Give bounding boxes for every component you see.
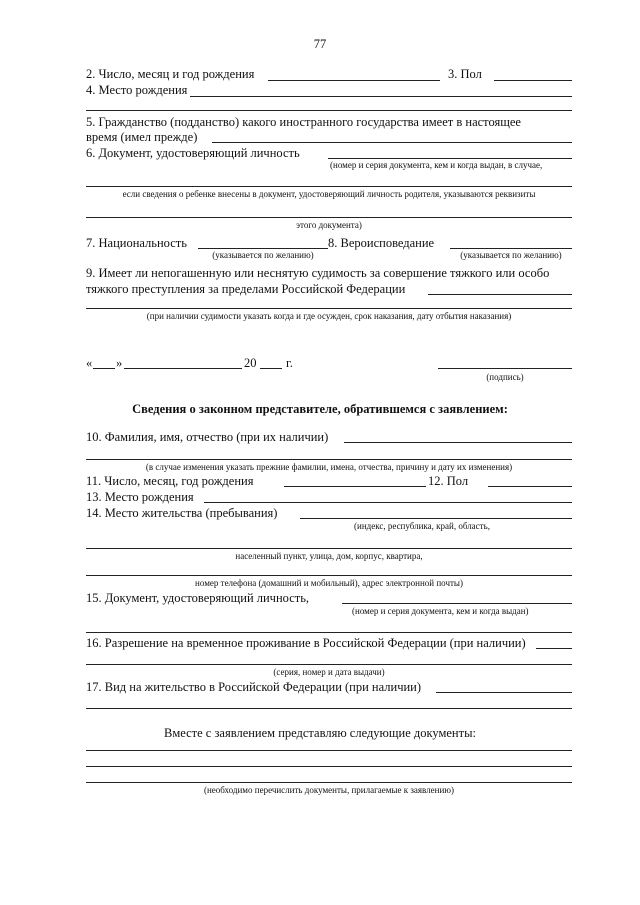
signature-hint: (подпись) [486, 372, 524, 382]
temp-permit-field[interactable] [536, 648, 572, 649]
rep-residence-field-3[interactable] [86, 575, 572, 576]
birthplace-field[interactable] [190, 96, 572, 97]
id-document-hint-line3: этого документа) [296, 220, 362, 230]
attachments-hint: (необходимо перечислить документы, прилагаемые к заявлению) [203, 785, 455, 795]
rep-name-field[interactable] [344, 442, 572, 443]
religion-label: 8. Вероисповедание [328, 236, 435, 250]
rep-residence-hint-line3: номер телефона (домашний и мобильный), адрес электронной почты) [195, 578, 463, 588]
attachments-field-2[interactable] [86, 766, 572, 767]
birth-date-field[interactable] [268, 80, 440, 81]
temp-permit-field-2[interactable] [86, 664, 572, 665]
id-document-field-2[interactable] [86, 186, 572, 187]
rep-id-document-field-2[interactable] [86, 632, 572, 633]
religion-field[interactable] [450, 248, 572, 249]
conviction-label-line1: 9. Имеет ли непогашенную или неснятую судимость за совершение тяжкого или особо [86, 266, 550, 280]
rep-id-document-field[interactable] [342, 603, 572, 604]
id-document-field-3[interactable] [86, 217, 572, 218]
birthplace-label: 4. Место рождения [86, 83, 188, 97]
sex-field[interactable] [494, 80, 572, 81]
rep-residence-hint-line1: (индекс, республика, край, область, [354, 521, 490, 531]
attachments-title: Вместе с заявлением представляю следующие документы: [164, 726, 476, 740]
conviction-hint: (при наличии судимости указать когда и где осужден, срок наказания, дату отбытия наказания) [146, 311, 512, 321]
temp-permit-hint: (серия, номер и дата выдачи) [273, 667, 385, 677]
conviction-field-2[interactable] [86, 308, 572, 309]
rep-name-field-2[interactable] [86, 459, 572, 460]
birth-date-label: 2. Число, месяц и год рождения [86, 67, 255, 81]
conviction-field[interactable] [428, 294, 572, 295]
rep-birthplace-label: 13. Место рождения [86, 490, 194, 504]
rep-residence-label: 14. Место жительства (пребывания) [86, 506, 278, 520]
sex-label: 3. Пол [448, 67, 482, 81]
date-day-field[interactable] [93, 368, 115, 369]
rep-birth-date-field[interactable] [284, 486, 426, 487]
date-year-suffix: г. [286, 356, 293, 370]
residence-permit-label: 17. Вид на жительство в Российской Федерации (при наличии) [86, 680, 422, 694]
residence-permit-field-2[interactable] [86, 708, 572, 709]
id-document-field[interactable] [328, 158, 572, 159]
religion-hint: (указывается по желанию) [460, 250, 562, 260]
rep-sex-label: 12. Пол [428, 474, 469, 488]
id-document-hint-line2: если сведения о ребенке внесены в документ, удостоверяющий личность родителя, указываются реквизиты [122, 189, 536, 199]
id-document-label: 6. Документ, удостоверяющий личность [86, 146, 300, 160]
attachments-field-1[interactable] [86, 750, 572, 751]
rep-sex-field[interactable] [488, 486, 572, 487]
birthplace-field-continued[interactable] [86, 110, 572, 111]
residence-permit-field[interactable] [436, 692, 572, 693]
id-document-hint-line1: (номер и серия документа, кем и когда выдан, в случае, [330, 160, 543, 170]
rep-residence-field-2[interactable] [86, 548, 572, 549]
date-year-field[interactable] [260, 368, 282, 369]
representative-section-title: Сведения о законном представителе, обратившемся с заявлением: [132, 402, 508, 416]
rep-name-hint: (в случае изменения указать прежние фамилии, имена, отчества, причину и дату их изменения) [145, 462, 513, 472]
citizenship-field[interactable] [212, 142, 572, 143]
signature-field[interactable] [438, 368, 572, 369]
rep-residence-hint-line2: населенный пункт, улица, дом, корпус, квартира, [235, 551, 423, 561]
nationality-field[interactable] [198, 248, 328, 249]
rep-name-label: 10. Фамилия, имя, отчество (при их наличии) [86, 430, 329, 444]
conviction-label-line2: тяжкого преступления за пределами Российской Федерации [86, 282, 406, 296]
date-close-quote: » [116, 356, 123, 370]
date-open-quote: « [86, 356, 93, 370]
date-year-prefix: 20 [244, 356, 257, 370]
rep-id-document-label: 15. Документ, удостоверяющий личность, [86, 591, 310, 605]
citizenship-label-line1: 5. Гражданство (подданство) какого иностранного государства имеет в настоящее [86, 115, 521, 129]
nationality-label: 7. Национальность [86, 236, 187, 250]
citizenship-label-line2: время (имел прежде) [86, 130, 198, 144]
rep-birthplace-field[interactable] [204, 502, 572, 503]
rep-residence-field[interactable] [300, 518, 572, 519]
date-month-field[interactable] [124, 368, 242, 369]
temp-permit-label: 16. Разрешение на временное проживание в Российской Федерации (при наличии) [86, 636, 526, 650]
rep-birth-date-label: 11. Число, месяц, год рождения [86, 474, 254, 488]
attachments-field-3[interactable] [86, 782, 572, 783]
rep-id-document-hint: (номер и серия документа, кем и когда выдан) [352, 606, 529, 616]
page-number: 77 [313, 37, 327, 51]
nationality-hint: (указывается по желанию) [212, 250, 314, 260]
